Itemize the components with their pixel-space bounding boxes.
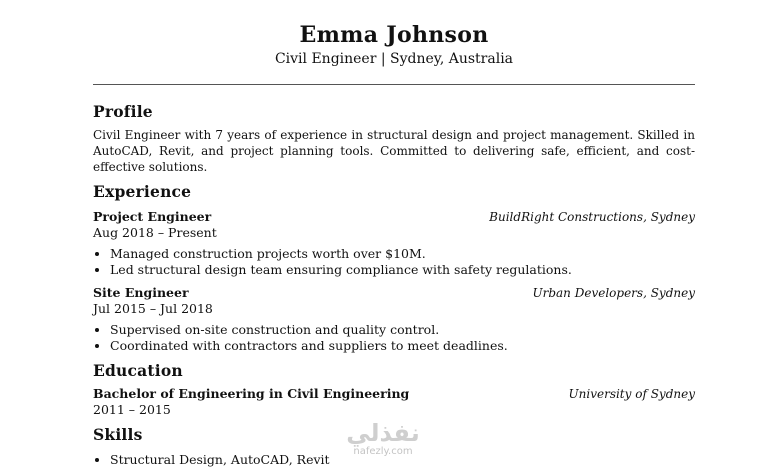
- education-heading: Education: [93, 361, 183, 380]
- experience-heading: Experience: [93, 182, 192, 201]
- resume-page: [93, 22, 695, 468]
- job-dates: Aug 2018 – Present: [93, 225, 217, 240]
- job-company: Urban Developers, Sydney: [532, 286, 695, 300]
- skills-section: [93, 425, 695, 468]
- profile-section: [93, 102, 695, 175]
- skill-item: • Structural Design, AutoCAD, Revit: [110, 452, 695, 468]
- job-bullet: • Coordinated with contractors and suppliers to meet deadlines.: [110, 338, 695, 354]
- education-section: [93, 361, 695, 418]
- job-bullet: • Managed construction projects worth over $10M.: [110, 246, 695, 262]
- resume-name: Emma Johnson: [299, 22, 489, 48]
- job-bullet: • Led structural design team ensuring compliance with safety regulations.: [110, 262, 695, 278]
- job-bullets: [93, 246, 695, 278]
- profile-heading: Profile: [93, 102, 153, 121]
- watermark-latin-text: nafezly.com: [353, 446, 413, 457]
- education-dates: 2011 – 2015: [93, 402, 171, 417]
- job-title: Project Engineer: [93, 209, 212, 224]
- degree-title: Bachelor of Engineering in Civil Engineering: [93, 386, 410, 401]
- job-company: BuildRight Constructions, Sydney: [489, 210, 695, 224]
- job-bullet: • Supervised on-site construction and quality control.: [110, 322, 695, 338]
- watermark-arabic-text: نفذلي: [346, 419, 420, 447]
- header-divider: [93, 84, 695, 85]
- job-entry: [93, 209, 695, 278]
- school-name: University of Sydney: [568, 387, 695, 401]
- resume-subtitle: Civil Engineer | Sydney, Australia: [274, 51, 514, 67]
- job-entry: [93, 285, 695, 354]
- skills-list: [93, 452, 695, 468]
- skills-heading: Skills: [93, 425, 143, 444]
- education-entry: [93, 386, 695, 418]
- profile-text: Civil Engineer with 7 years of experience in structural design and project management. Skilled in AutoCAD, Revit, and project planning tools. Committed to delivering safe, efficient, and cost-effective solutions.: [93, 128, 695, 174]
- job-bullets: [93, 322, 695, 354]
- job-dates: Jul 2015 – Jul 2018: [93, 301, 213, 316]
- experience-section: [93, 182, 695, 354]
- job-title: Site Engineer: [93, 285, 189, 300]
